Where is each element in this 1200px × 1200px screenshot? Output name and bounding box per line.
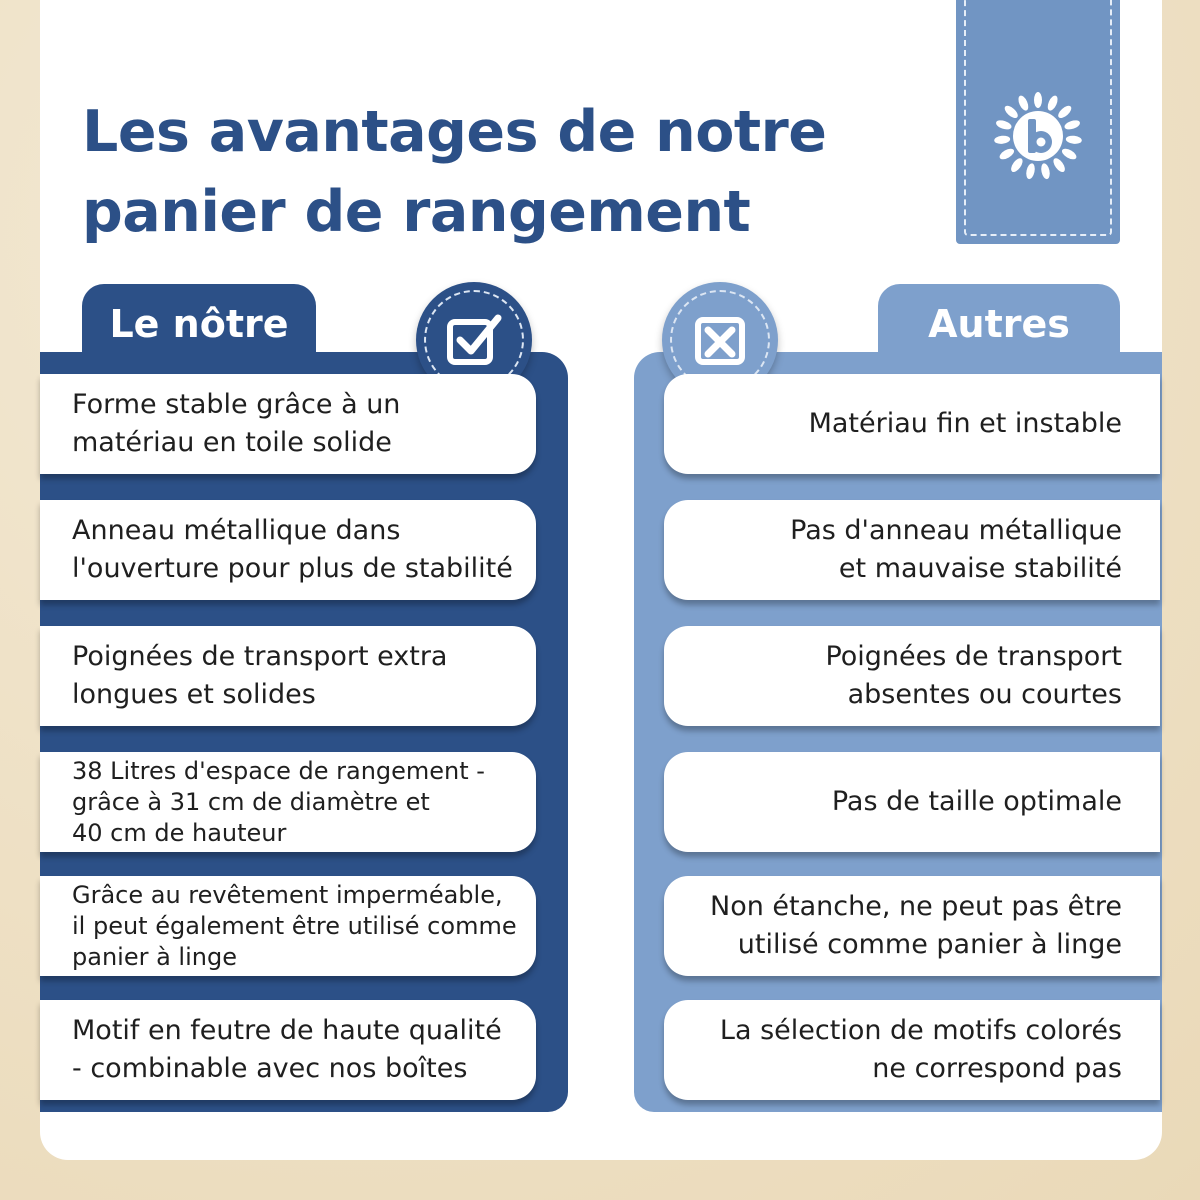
feature-text: Grâce au revêtement imperméable, il peut également être utilisé comme panier à linge (72, 880, 517, 971)
other-feature-row (664, 626, 1160, 726)
other-feature-row (664, 1000, 1160, 1100)
other-feature-row (664, 876, 1160, 976)
other-feature-row (664, 500, 1160, 600)
brand-bookmark (956, 0, 1120, 244)
checkbox-x-icon (690, 310, 750, 370)
feature-text: Pas de taille optimale (831, 786, 1122, 817)
feature-text: 38 Litres d'espace de rangement - grâce à 31 cm de diamètre et 40 cm de hauteur (72, 756, 485, 847)
feature-text: Poignées de transport extra longues et solides (72, 641, 448, 710)
feature-text: Motif en feutre de haute qualité - combinable avec nos boîtes (72, 1015, 502, 1084)
feature-text: Matériau fin et instable (808, 408, 1122, 439)
tab-autres: Autres (878, 284, 1120, 360)
other-feature-row (664, 374, 1160, 474)
our-feature-row (40, 752, 536, 852)
page-title (82, 92, 902, 252)
our-feature-row (40, 876, 536, 976)
feature-text: Pas d'anneau métallique et mauvaise stabilité (790, 515, 1122, 584)
feature-text: Non étanche, ne peut pas être utilisé comme panier à linge (710, 891, 1122, 960)
title-line-1: Les avantages de notre (82, 99, 827, 165)
feature-text: Poignées de transport absentes ou courtes (825, 641, 1122, 710)
other-feature-row (664, 752, 1160, 852)
our-feature-row (40, 1000, 536, 1100)
tab-le-notre: Le nôtre (82, 284, 316, 360)
feature-text: Anneau métallique dans l'ouverture pour plus de stabilité (72, 515, 513, 584)
title-line-2: panier de rangement (82, 179, 751, 245)
our-feature-row (40, 626, 536, 726)
feature-text: La sélection de motifs colorés ne correspond pas (719, 1015, 1122, 1084)
feature-text: Forme stable grâce à un matériau en toile solide (72, 389, 401, 458)
flower-b-logo-icon (994, 92, 1082, 180)
checkbox-checked-icon (444, 310, 504, 370)
our-feature-row (40, 374, 536, 474)
our-feature-row (40, 500, 536, 600)
